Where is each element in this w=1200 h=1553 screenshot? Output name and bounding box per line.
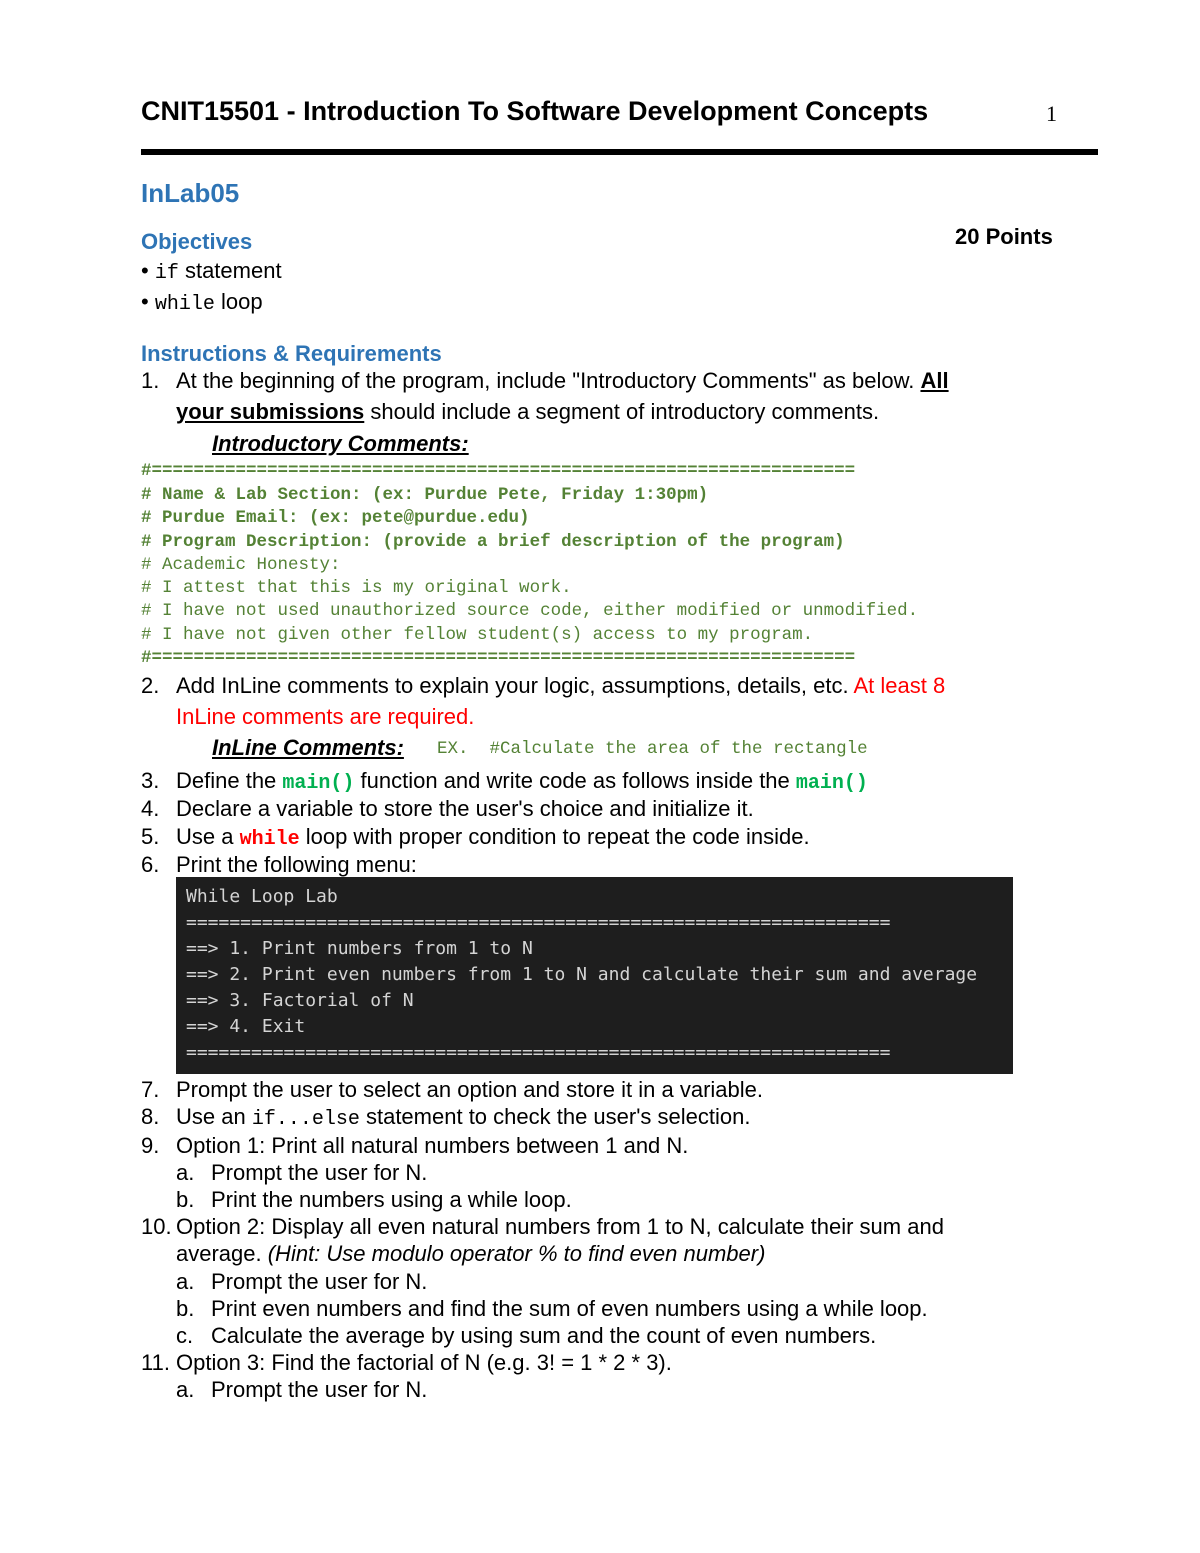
step-6-text: Print the following menu:: [176, 852, 417, 877]
step-number: 6.: [141, 852, 160, 877]
sub-text: Calculate the average by using sum and the count of even numbers.: [211, 1323, 877, 1348]
comment-line: # I have not used unauthorized source code, either modified or unmodified.: [141, 601, 919, 621]
step-1-text: At the beginning of the program, include "Introductory Comments" as below. All: [176, 368, 949, 393]
objective-item: [141, 258, 282, 285]
step-2-text-cont: InLine comments are required.: [176, 704, 475, 729]
sub-text: Prompt the user for N.: [211, 1269, 428, 1294]
sub-text: Prompt the user for N.: [211, 1160, 428, 1185]
course-title: CNIT15501 - Introduction To Software Development Concepts: [141, 96, 929, 126]
step-number: 5.: [141, 824, 160, 849]
comment-line: # Name & Lab Section: (ex: Purdue Pete, Friday 1:30pm): [141, 485, 709, 505]
objective-code: while: [154, 293, 215, 316]
sub-letter: b.: [176, 1296, 195, 1321]
step-number: 2.: [141, 673, 160, 698]
step-3-text: Define the main() function and write code as follows inside the main(): [176, 768, 868, 795]
step-number: 3.: [141, 768, 160, 793]
step-number: 10.: [141, 1214, 172, 1239]
step-2-text: Add InLine comments to explain your logic, assumptions, details, etc. At least 8: [176, 673, 946, 698]
step-9-text: Option 1: Print all natural numbers between 1 and N.: [176, 1133, 689, 1158]
step-number: 9.: [141, 1133, 160, 1158]
objective-text: loop: [214, 289, 263, 314]
instructions-heading: Instructions & Requirements: [141, 341, 442, 366]
inline-comment-example: EX. #Calculate the area of the rectangle: [437, 739, 868, 759]
sub-text: Print the numbers using a while loop.: [211, 1187, 572, 1212]
comment-line: # I attest that this is my original work.: [141, 578, 572, 598]
sub-letter: c.: [176, 1323, 194, 1348]
menu-terminal: [176, 877, 1013, 1074]
bullet-icon: •: [141, 289, 149, 314]
objectives-heading: Objectives: [141, 229, 253, 254]
menu-line: =================================================================: [186, 912, 891, 933]
step-number: 1.: [141, 368, 160, 393]
bullet-icon: •: [141, 258, 149, 283]
comment-line: #===================================================================: [141, 461, 856, 481]
header-rule: [141, 149, 1098, 155]
intro-comments-label: Introductory Comments:: [212, 431, 469, 456]
objective-item: [141, 289, 263, 316]
lab-title: InLab05: [141, 178, 240, 208]
menu-line: ==> 3. Factorial of N: [186, 990, 414, 1011]
step-10-text-cont: average. (Hint: Use modulo operator % to find even number): [176, 1241, 766, 1266]
step-number: 8.: [141, 1104, 160, 1129]
comment-line: # Program Description: (provide a brief description of the program): [141, 532, 845, 552]
step-number: 4.: [141, 796, 160, 821]
step-7-text: Prompt the user to select an option and store it in a variable.: [176, 1077, 763, 1102]
step-8-text: Use an if...else statement to check the user's selection.: [176, 1104, 751, 1131]
step-10-text: Option 2: Display all even natural numbers from 1 to N, calculate their sum and: [176, 1214, 944, 1239]
step-1-text-cont: your submissions should include a segment of introductory comments.: [176, 399, 880, 424]
step-5-text: Use a while loop with proper condition to repeat the code inside.: [176, 824, 810, 851]
step-4-text: Declare a variable to store the user's choice and initialize it.: [176, 796, 754, 821]
sub-letter: a.: [176, 1377, 195, 1402]
menu-line: ==> 2. Print even numbers from 1 to N and calculate their sum and average: [186, 964, 978, 985]
menu-line: While Loop Lab: [186, 886, 338, 907]
step-11-text: Option 3: Find the factorial of N (e.g. 3! = 1 * 2 * 3).: [176, 1350, 672, 1375]
comment-line: # Academic Honesty:: [141, 555, 341, 575]
sub-letter: a.: [176, 1160, 195, 1185]
menu-line: =================================================================: [186, 1042, 891, 1063]
points-label: 20 Points: [955, 224, 1053, 249]
comment-line: # I have not given other fellow student(s) access to my program.: [141, 625, 814, 645]
menu-line: ==> 4. Exit: [186, 1016, 306, 1037]
inline-comments-label: InLine Comments:: [212, 735, 404, 760]
objective-code: if: [154, 262, 179, 285]
sub-text: Prompt the user for N.: [211, 1377, 428, 1402]
step-number: 7.: [141, 1077, 160, 1102]
menu-line: ==> 1. Print numbers from 1 to N: [186, 938, 533, 959]
step-number: 11.: [141, 1350, 170, 1375]
comment-line: # Purdue Email: (ex: pete@purdue.edu): [141, 508, 530, 528]
comment-line: #===================================================================: [141, 648, 856, 668]
sub-letter: b.: [176, 1187, 195, 1212]
page-number: 1: [1046, 101, 1057, 126]
sub-letter: a.: [176, 1269, 195, 1294]
sub-text: Print even numbers and find the sum of even numbers using a while loop.: [211, 1296, 928, 1321]
objective-text: statement: [178, 258, 282, 283]
